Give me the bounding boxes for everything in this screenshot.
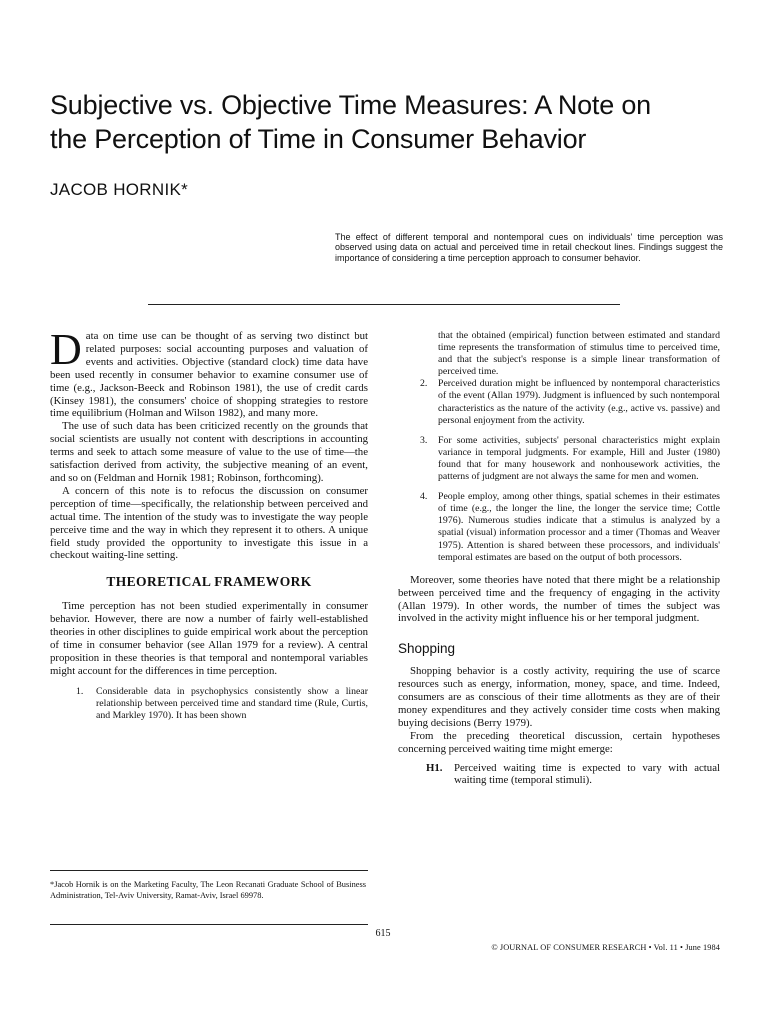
paragraph-moreover: Moreover, some theories have noted that there might be a relationship between perceived time and the frequency of engaging in the activity (Allan 1979). In other words, the number of times the subject was involved in the activity might influence his or her temporal judgment.: [398, 573, 720, 625]
list-item: [398, 491, 720, 564]
left-column: [50, 325, 368, 730]
list-item-continuation: that the obtained (empirical) function between estimated and standard time represents the transformation of stimulus time to perceived time, and that the subject's response is a simple linear transformation of perceived time.: [438, 330, 720, 378]
list-item-text: People employ, among other things, spatial schemes in their estimates of time (e.g., the longer the line, the longer the service time; Cottle 1976). Numerous studies indicate that a stimulus is analyzed by a spatial (visual) information processor and a timer (Thomas and Weaver 1975). Attention is shared between these processors, and individuals' temporal estimates are based on the output of both processors.: [438, 491, 720, 563]
hypothesis-h1: [398, 762, 720, 788]
paragraph-shopping: Shopping behavior is a costly activity, requiring the use of scarce resources such as energy, information, money, space, and time. Indeed, consumers are as conscious of their time allotments as they are of their money expenditures and they actively consider time costs when making buying decisions (Berry 1979).: [398, 665, 720, 729]
paper-title: Subjective vs. Objective Time Measures: A Note on the Perception of Time in Consumer Behavior: [50, 90, 651, 154]
list-item-text: Considerable data in psychophysics consistently show a linear relationship between perceived time and standard time (Rule, Curtis, and Markley 1970). It has been shown: [96, 685, 368, 721]
theory-list-start: [50, 686, 368, 722]
footnote-divider: [50, 870, 368, 871]
drop-cap: D: [50, 325, 82, 374]
hypothesis-label: H1.: [426, 761, 443, 774]
page-number: 615: [375, 928, 391, 939]
list-item-text: For some activities, subjects' personal characteristics might explain variance in temporal judgments. For example, Hill and Juster (1980) found that for many housework and nonhousework activities, the patterns of judgment are not always the same for men and women.: [438, 434, 720, 483]
list-item: [50, 686, 368, 722]
intro-text: ata on time use can be thought of as serving two distinct but related purposes: social accounting purposes and valuation of events and activities. Objective (standard clock) time data have been used recently in consumer behavior to examine consumer use of time (e.g., Jackson-Beeck and Robinson 1981), the use of credit cards (Kinsey 1981), the consumers' choice of shopping strategies to restore time equilibrium (Holman and Wilson 1982), and many more.: [50, 330, 368, 420]
paragraph-criticism: The use of such data has been criticized recently on the grounds that social scientists are usually not content with descriptions in accounting terms and seek to attach some measure of value to the use of time—the satisfaction derived from activity, the subjective meaning of an event, and so on (Feldman and Hornik 1981; Robinson, forthcoming).: [50, 420, 368, 484]
list-item-number: 2.: [420, 378, 428, 390]
journal-citation: © JOURNAL OF CONSUMER RESEARCH • Vol. 11 • June 1984: [491, 943, 720, 952]
list-item: [398, 378, 720, 426]
list-item: [398, 435, 720, 483]
author-footnote: *Jacob Hornik is on the Marketing Faculty, The Leon Recanati Graduate School of Business Administration, Tel-Aviv University, Ramat-Aviv, Israel 69978.: [50, 880, 366, 900]
right-column: [398, 330, 720, 787]
paragraph-theory: Time perception has not been studied experimentally in consumer behavior. However, there are now a number of fairly well-established theories in other disciplines to guide empirical work about the perception of time in consumer behavior (see Allan 1979 for a review). A central proposition in these theories is that temporal and nontemporal variables might account for the differences in time perception.: [50, 600, 368, 677]
abstract: The effect of different temporal and nontemporal cues on individuals' time perception was observed using data on actual and perceived time in retail checkout lines. Findings suggest the importance of considering a time perception approach to consumer behavior.: [335, 232, 723, 263]
footnote-bottom-divider: [50, 924, 368, 925]
intro-paragraph: [50, 325, 368, 420]
paragraph-hypotheses-intro: From the preceding theoretical discussion, certain hypotheses concerning perceived waiting time might emerge:: [398, 729, 720, 755]
subsection-heading: Shopping: [398, 641, 456, 657]
paragraph-concern: A concern of this note is to refocus the discussion on consumer perception of time—specifically, the relationship between perceived and actual time. The intention of the study was to investigate the way people perceive time and the way in which they represent it to others. A unique field study provided the opportunity to investigate this issue in a checkout waiting-line setting.: [50, 484, 368, 562]
list-item-number: 4.: [420, 491, 428, 503]
hypothesis-text: Perceived waiting time is expected to vary with actual waiting time (temporal stimuli).: [454, 761, 720, 787]
section-heading: THEORETICAL FRAMEWORK: [106, 574, 312, 590]
list-item-text: Perceived duration might be influenced by nontemporal characteristics of the event (Allan 1979). Judgment is influenced by such nontemporal characteristics as the nature of the activity (e.g., active vs. passive) and personal enjoyment from the activity.: [438, 378, 720, 426]
list-item-number: 1.: [76, 685, 84, 697]
list-item-number: 3.: [420, 434, 428, 446]
header-divider: [148, 304, 620, 305]
author-name: JACOB HORNIK*: [50, 180, 189, 199]
